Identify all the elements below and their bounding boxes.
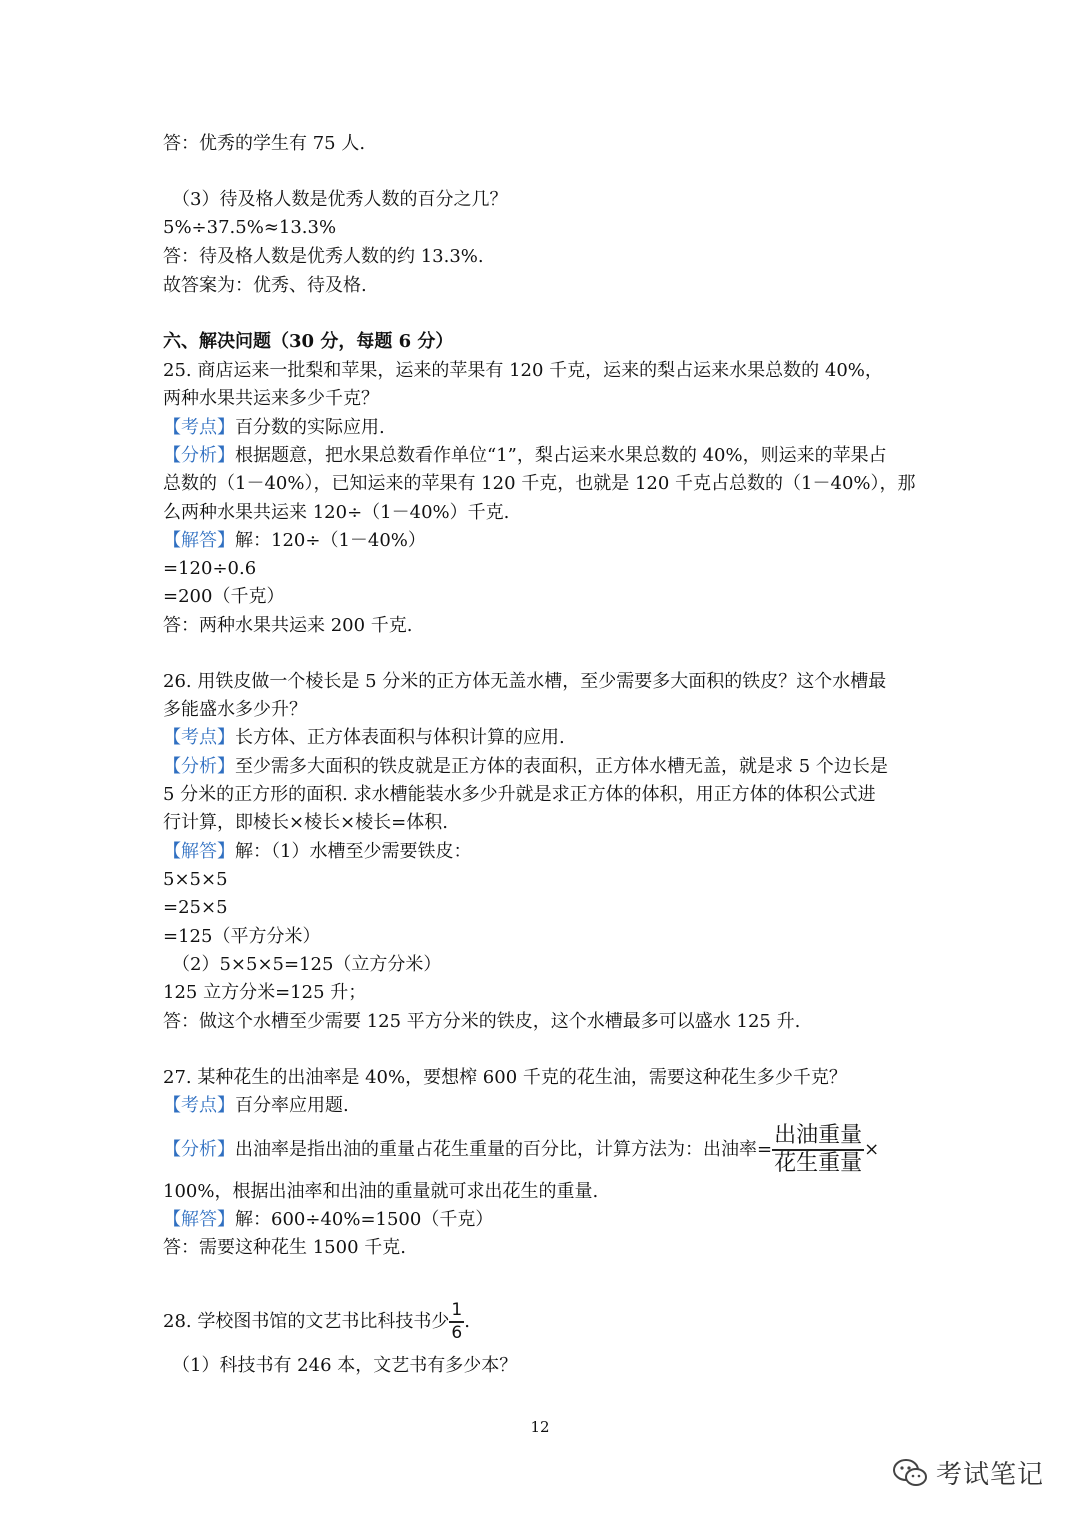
fraction-numerator: 1 (449, 1302, 464, 1323)
jieda-line (163, 1206, 493, 1234)
jieda-text: 解：600÷40%=1500（千克） (235, 1209, 494, 1230)
jieda-text: 解：120÷（1－40%） (235, 530, 426, 551)
jieda-tag: 【解答】 (163, 530, 235, 551)
analysis-line: 100%，根据出油率和出油的重量就可求出花生的重量. (163, 1181, 599, 1202)
kaodian-line (163, 414, 385, 442)
calc-line: =120÷0.6 (163, 558, 257, 579)
kaodian-text: 长方体、正方体表面积与体积计算的应用. (235, 727, 565, 748)
fenxi-line (163, 1122, 879, 1178)
calc-line: 5%÷37.5%≈13.3% (163, 217, 337, 238)
fenxi-line (163, 753, 888, 781)
jieda-text: 解：（1）水槽至少需要铁皮： (235, 841, 472, 862)
jieda-line (163, 527, 426, 555)
question-28 (163, 1298, 470, 1346)
one-sixth-fraction (449, 1302, 464, 1342)
fenxi-text: 根据题意，把水果总数看作单位“1”，梨占运来水果总数的 40%，则运来的苹果占 (235, 445, 887, 466)
times-sign: × (864, 1139, 880, 1160)
analysis-line: 总数的（1－40%），已知运来的苹果有 120 千克，也就是 120 千克占总数的（1－40%），那 (163, 473, 916, 494)
answer-line: 答：两种水果共运来 200 千克. (163, 615, 413, 636)
page-number: 12 (530, 1418, 550, 1436)
fraction-denominator: 花生重量 (774, 1151, 863, 1176)
answer-line: 答：需要这种花生 1500 千克. (163, 1237, 406, 1258)
question-26: 26. 用铁皮做一个棱长是 5 分米的正方体无盖水槽，至少需要多大面积的铁皮？这个水槽最 (163, 671, 887, 692)
kaodian-text: 百分数的实际应用. (235, 417, 385, 438)
section-heading: 六、解决问题（30 分，每题 6 分） (163, 331, 454, 352)
answer-line: 答：待及格人数是优秀人数的约 13.3%. (163, 246, 484, 267)
question-27: 27. 某种花生的出油率是 40%，要想榨 600 千克的花生油，需要这种花生多少千克？ (163, 1067, 847, 1088)
question-28-text: 28. 学校图书馆的文艺书比科技书少 (163, 1311, 450, 1332)
question-line: （3）待及格人数是优秀人数的百分之几？ (172, 189, 508, 210)
question-line: （1）科技书有 246 本，文艺书有多少本？ (172, 1355, 518, 1376)
answer-line: 故答案为：优秀、待及格. (163, 275, 367, 296)
calc-line: 125 立方分米=125 升； (163, 982, 367, 1003)
watermark-text: 考试笔记 (935, 1460, 1044, 1490)
kaodian-tag: 【考点】 (163, 417, 235, 438)
jieda-tag: 【解答】 (163, 1209, 235, 1230)
question-line: 多能盛水多少升？ (163, 699, 307, 720)
analysis-line: 么两种水果共运来 120÷（1－40%）千克. (163, 502, 510, 523)
calc-line: 5×5×5 (163, 869, 228, 890)
question-line: 两种水果共运来多少千克？ (163, 388, 379, 409)
analysis-line: 行计算，即棱长×棱长×棱长=体积. (163, 812, 448, 833)
calc-line: （2）5×5×5=125（立方分米） (172, 954, 442, 975)
answer-line: 答：做这个水槽至少需要 125 平方分米的铁皮，这个水槽最多可以盛水 125 升. (163, 1011, 801, 1032)
calc-line: =25×5 (163, 897, 228, 918)
fenxi-line (163, 442, 887, 470)
kaodian-tag: 【考点】 (163, 1095, 235, 1116)
jieda-line (163, 838, 471, 866)
watermark (892, 1454, 1044, 1491)
jieda-tag: 【解答】 (163, 841, 235, 862)
kaodian-text: 百分率应用题. (235, 1095, 349, 1116)
fenxi-tag: 【分析】 (163, 1139, 235, 1160)
period: . (464, 1311, 470, 1332)
fenxi-tag: 【分析】 (163, 756, 235, 777)
fraction-denominator: 6 (451, 1323, 463, 1343)
kaodian-tag: 【考点】 (163, 727, 235, 748)
question-25: 25. 商店运来一批梨和苹果，运来的苹果有 120 千克，运来的梨占运来水果总数的 40%， (163, 360, 883, 381)
fenxi-text: 出油率是指出油的重量占花生重量的百分比，计算方法为：出油率= (235, 1139, 773, 1160)
wechat-icon (892, 1457, 928, 1489)
kaodian-line (163, 724, 565, 752)
analysis-line: 5 分米的正方形的面积. 求水槽能装水多少升就是求正方体的体积，用正方体的体积公式进 (163, 784, 876, 805)
fenxi-text: 至少需多大面积的铁皮就是正方体的表面积，正方体水槽无盖，就是求 5 个边长是 (235, 756, 888, 777)
fenxi-tag: 【分析】 (163, 445, 235, 466)
calc-line: =200（千克） (163, 586, 285, 607)
answer-line: 答：优秀的学生有 75 人. (163, 133, 366, 154)
calc-line: =125（平方分米） (163, 926, 321, 947)
kaodian-line (163, 1092, 349, 1120)
fraction-numerator: 出油重量 (772, 1125, 864, 1151)
oil-rate-fraction (772, 1125, 864, 1175)
